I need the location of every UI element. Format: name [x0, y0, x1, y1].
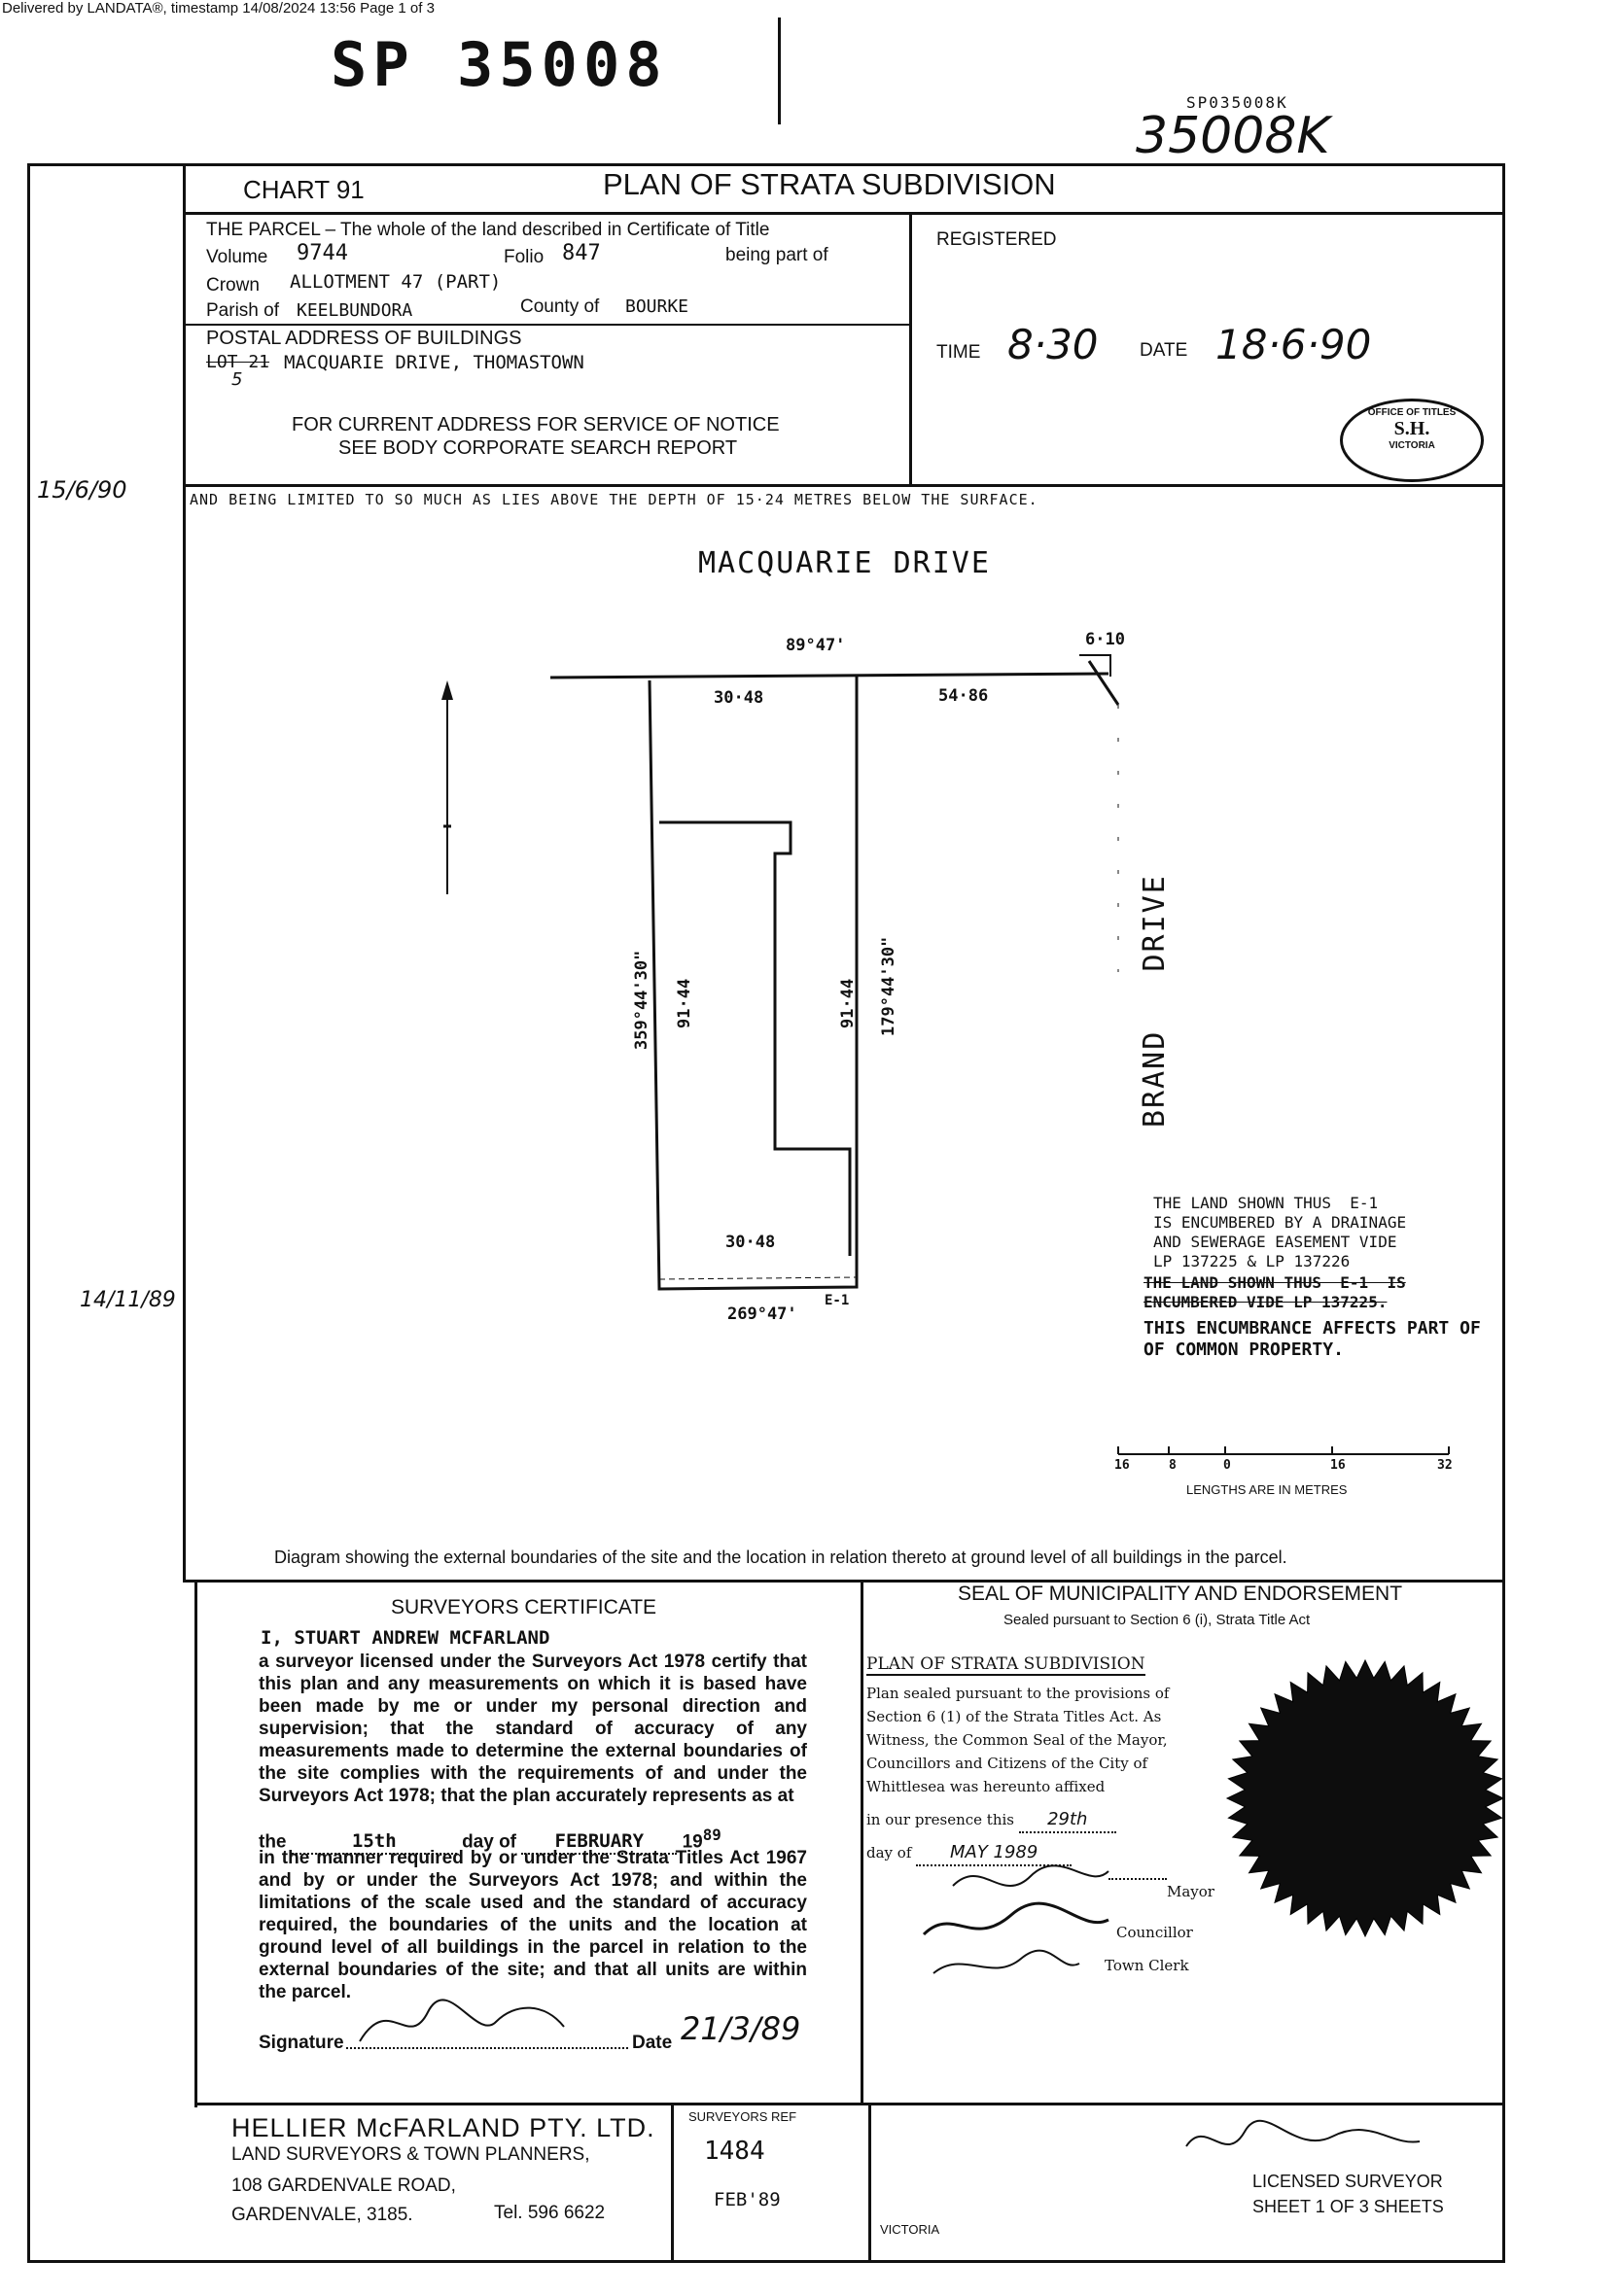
day-of-label: day of [866, 1844, 912, 1861]
footer-divider-1 [671, 2105, 674, 2263]
date-label: Date [632, 2033, 673, 2053]
margin-note-2: 14/11/89 [80, 1288, 176, 1312]
bearing-left: 359°44'30" [632, 950, 651, 1050]
lower-left-divider [194, 1583, 197, 2107]
day-value: 15th [292, 1830, 457, 1855]
sheet-label: SHEET 1 OF 3 SHEETS [1252, 2197, 1444, 2216]
delivery-stamp: Delivered by LANDATA®, timestamp 14/08/2024 13:56 Page 1 of 3 [2, 0, 435, 17]
presence-day: 29th [1019, 1808, 1116, 1833]
mayor-label: Mayor [1167, 1883, 1214, 1900]
plan-number-stamp: SP 35008 [331, 29, 668, 100]
footer-top [194, 2103, 1505, 2105]
councillor-label: Councillor [1116, 1924, 1193, 1941]
town-clerk-label: Town Clerk [1105, 1957, 1189, 1974]
being-part-of: being part of [725, 245, 828, 265]
parcel-divider [183, 324, 909, 326]
time-label: TIME [936, 342, 981, 363]
postal-label: POSTAL ADDRESS OF BUILDINGS [206, 328, 522, 349]
encumbrance-note: THIS ENCUMBRANCE AFFECTS PART OF OF COMMON PROPERTY. [1143, 1318, 1481, 1360]
day-of-label: day of [462, 1831, 517, 1853]
common-seal [1219, 1652, 1511, 1944]
postal-address: MACQUARIE DRIVE, THOMASTOWN [284, 352, 584, 373]
plan-title: PLAN OF STRATA SUBDIVISION [603, 167, 1056, 201]
dim-right: 91·44 [838, 978, 858, 1028]
county-value: BOURKE [625, 296, 689, 317]
chart-label: CHART 91 [243, 175, 365, 204]
site-diagram [369, 535, 1497, 1507]
easement-note: THE LAND SHOWN THUS E-1 IS ENCUMBERED BY A DRAINAGE AND SEWERAGE EASEMENT VIDE LP 137225 & LP 137226 [1153, 1194, 1407, 1270]
crown-label: Crown [206, 275, 260, 296]
firm-subtitle: LAND SURVEYORS & TOWN PLANNERS, [231, 2144, 590, 2165]
mayor-line [1108, 1878, 1167, 1880]
dim-bottom: 30·48 [725, 1233, 776, 1252]
time-value: 8·30 [1007, 321, 1099, 368]
victoria-label: VICTORIA [880, 2222, 940, 2237]
diagram-caption: Diagram showing the external boundaries of the site and the location in relation thereto at ground level of all buildings in the parcel. [274, 1548, 1287, 1567]
scale-tick-label: 16 [1114, 1458, 1130, 1473]
margin-note-1: 15/6/90 [37, 476, 127, 504]
volume-value: 9744 [297, 241, 348, 265]
scale-tick-label: 32 [1437, 1458, 1453, 1473]
street-macquarie: MACQUARIE DRIVE [698, 546, 991, 580]
county-label: County of [520, 296, 600, 317]
firm-tel: Tel. 596 6622 [494, 2203, 606, 2223]
lower-mid-divider [861, 1580, 863, 2105]
parish-value: KEELBUNDORA [297, 300, 413, 321]
seal-text: Plan sealed pursuant to the provisions of Section 6 (1) of the Strata Titles Act. As Witness, the Common Seal of the Mayor, Councillors and Citizens of the City of Whittlesea was hereunto affixed [866, 1685, 1170, 1795]
postal-struck: LOT 21 [206, 352, 270, 372]
dim-frontage: 54·86 [938, 686, 989, 706]
seal-plan-title: PLAN OF STRATA SUBDIVISION [866, 1654, 1145, 1674]
ref-label: SURVEYORS REF [688, 2109, 797, 2124]
year-prefix: 19 [682, 1831, 703, 1853]
title-row-divider [183, 212, 1505, 215]
scale-tick-label: 8 [1169, 1458, 1177, 1473]
month-year-value: MAY 1989 [916, 1841, 1072, 1866]
header-bottom-divider [183, 484, 1505, 487]
surveyor-signature [350, 1983, 574, 2061]
month-value: FEBRUARY [521, 1830, 677, 1855]
seal-heading: SEAL OF MUNICIPALITY AND ENDORSEMENT [958, 1583, 1403, 1605]
street-brand: BRAND DRIVE [1138, 874, 1172, 1128]
notice-line-2: SEE BODY CORPORATE SEARCH REPORT [338, 437, 738, 459]
firm-address-2: GARDENVALE, 3185. [231, 2205, 413, 2225]
north-arrow-head [441, 680, 453, 700]
margin-divider [183, 163, 186, 1583]
footer-divider-2 [868, 2105, 871, 2263]
date-value-hand: 21/3/89 [681, 2010, 801, 2047]
licensed-surveyor-signature [1167, 2107, 1439, 2175]
scale-tick-label: 16 [1330, 1458, 1346, 1473]
registered-divider [909, 212, 912, 484]
surveyor-name: I, STUART ANDREW MCFARLAND [261, 1627, 550, 1649]
surveyor-cert-body: a surveyor licensed under the Surveyors Act 1978 certify that this plan and any measurements on which it is based have been made by me or under my personal direction and supervision; that the standard of accuracy of any measurements made to determine the external boundaries of the site complies with the requirements of and under the Surveyors Act 1978; that the plan accurately represents as at [259, 1652, 807, 1806]
titles-office-stamp [1340, 399, 1484, 482]
year-value: 89 [702, 1826, 721, 1844]
stamp-top-text: OFFICE OF TITLES [1367, 407, 1457, 418]
stamp-bottom-text: VICTORIA [1389, 440, 1435, 451]
volume-label: Volume [206, 247, 268, 267]
signature-label: Signature [259, 2033, 344, 2053]
registered-label: REGISTERED [936, 229, 1057, 250]
stamp-mid-text: S.H. [1393, 418, 1430, 439]
dim-corner: 6·10 [1085, 630, 1125, 649]
parcel-intro: THE PARCEL – The whole of the land described in Certificate of Title [206, 220, 770, 240]
surveyor-cert-heading: SURVEYORS CERTIFICATE [391, 1596, 657, 1618]
ref-value: 1484 [704, 2137, 765, 2166]
date-label: DATE [1140, 340, 1188, 361]
depth-note: AND BEING LIMITED TO SO MUCH AS LIES ABOVE THE DEPTH OF 15·24 METRES BELOW THE SURFACE. [190, 491, 1038, 508]
presence-label: in our presence this [866, 1811, 1014, 1828]
bearing-right: 179°44'30" [879, 936, 898, 1036]
folio-label: Folio [504, 247, 545, 267]
corner-splay [1089, 661, 1118, 705]
notice-line-1: FOR CURRENT ADDRESS FOR SERVICE OF NOTICE [292, 414, 780, 435]
bearing-bottom: 269°47' [727, 1305, 797, 1324]
stamp-bracket [778, 17, 781, 124]
bearing-top: 89°47' [786, 636, 846, 655]
ref-date: FEB'89 [714, 2189, 781, 2210]
presence-line [866, 1808, 1116, 1833]
surveyor-cert-body-2: in the manner required by or under the Strata Titles Act 1967 and by or under the Surveyors Act 1978; and within the limitations of the scale used and the standard of accuracy required, the boundaries of the units and the location at ground level of all buildings in the parcel in relation to the external boundaries of the site; and that all units are within the parcel. [259, 1848, 807, 2002]
firm-name: HELLIER McFARLAND PTY. LTD. [231, 2113, 655, 2142]
parish-label: Parish of [206, 300, 279, 321]
easement-note-struck: THE LAND SHOWN THUS E-1 IS ENCUMBERED VIDE LP 137225. [1143, 1273, 1406, 1311]
easement-line [659, 1277, 857, 1279]
macquarie-frontage [550, 674, 1108, 678]
seal-subheading: Sealed pursuant to Section 6 (i), Strata Title Act [1003, 1612, 1311, 1628]
dim-left: 91·44 [675, 978, 694, 1028]
crown-value: ALLOTMENT 47 (PART) [290, 271, 502, 293]
licensed-surveyor-label: LICENSED SURVEYOR [1252, 2172, 1443, 2191]
plan-number-small: SP035008K [1186, 93, 1288, 112]
scale-caption: LENGTHS ARE IN METRES [1186, 1482, 1348, 1497]
date-value: 18·6·90 [1215, 321, 1372, 368]
scale-tick-label: 0 [1223, 1458, 1231, 1473]
folio-value: 847 [562, 241, 601, 265]
easement-label: E-1 [825, 1293, 850, 1308]
the-label: the [259, 1831, 287, 1853]
firm-address-1: 108 GARDENVALE ROAD, [231, 2175, 456, 2196]
dim-top: 30·48 [714, 688, 764, 708]
building-footprint [659, 822, 850, 1256]
postal-hand-number: 5 [231, 369, 243, 390]
plan-number-handwritten: 35008K [1136, 107, 1330, 165]
